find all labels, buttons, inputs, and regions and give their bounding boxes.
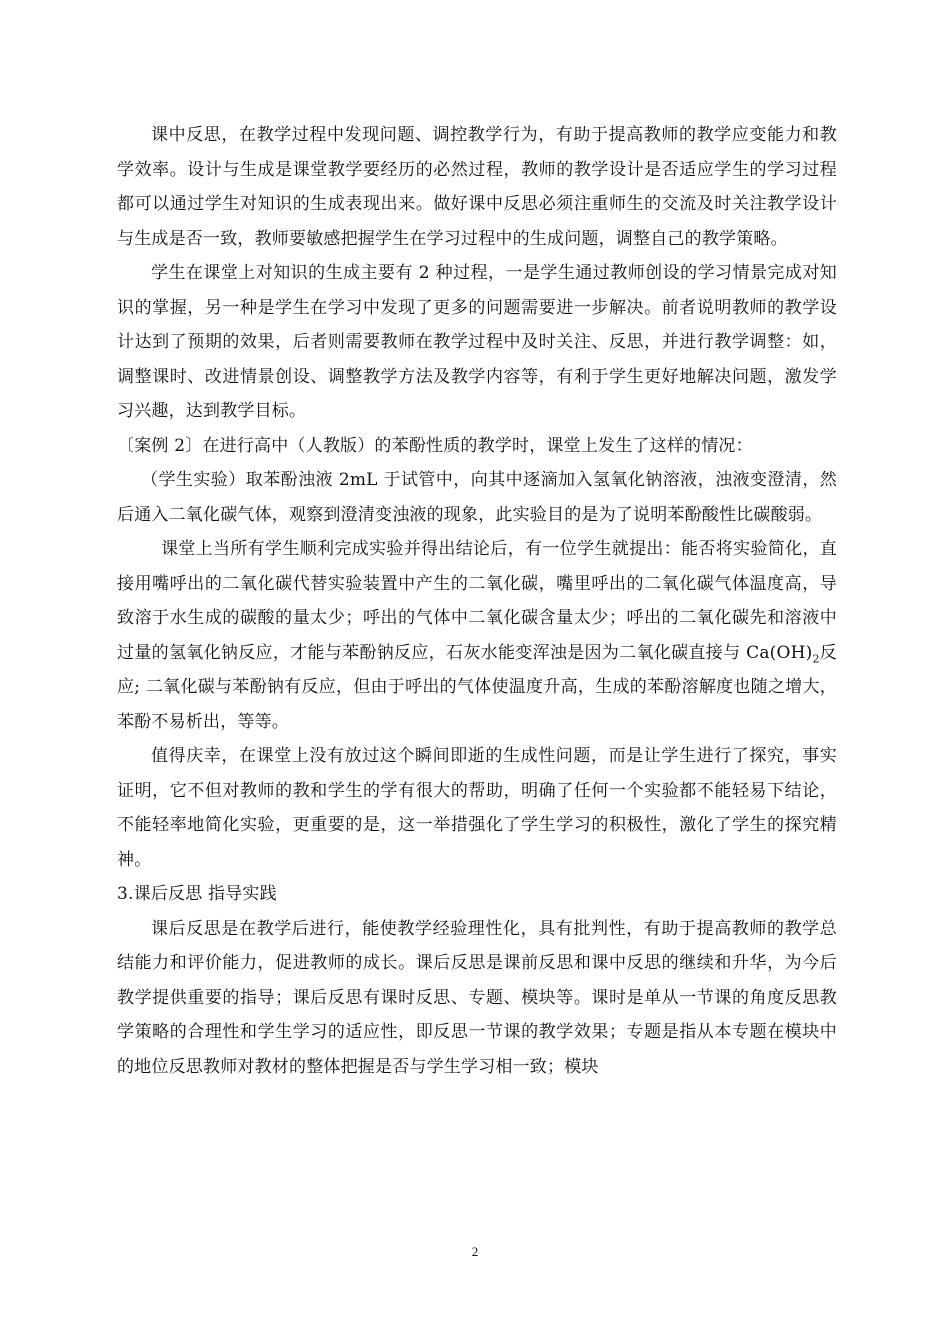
page-number: 2 — [471, 1244, 479, 1259]
paragraph-student-question-text: 课堂上当所有学生顺利完成实验并得出结论后，有一位学生就提出：能否将实验简化，直接用嘴呼出的二氧化碳代替实验装置中产生的二氧化碳，嘴里呼出的二氧化碳气体温度高，导致溶于水生成的碳酸的量太少；呼出的气体中二氧化碳含量太少；呼出的二氧化碳先和溶液中过量的氢氧化钠反应，才能与苯酚钠反应，石灰水能变浑浊是因为二氧化碳直接与 Ca(OH) — [117, 539, 837, 663]
section-heading-post-class-reflection: 3.课后反思 指导实践 — [117, 884, 277, 904]
paragraph-fortunate: 值得庆幸，在课堂上没有放过这个瞬间即逝的生成性问题，而是让学生进行了探究，事实证明，它不但对教师的教和学生的学有很大的帮助，明确了任何一个实验都不能轻易下结论，不能轻率地简化实验，更重要的是，这一举措强化了学生学习的积极性，激化了学生的探究精神。 — [117, 746, 837, 870]
subscript-2: 2 — [812, 651, 820, 665]
paragraph-knowledge-generation: 学生在课堂上对知识的生成主要有 2 种过程，一是学生通过教师创设的学习情景完成对知识的掌握，另一种是学生在学习中发现了更多的问题需要进一步解决。前者说明教师的教学设计达到了预期的效果，后者则需要教师在教学过程中及时关注、反思，并进行教学调整：如，调整课时、改进情景创设、调整教学方法及教学内容等，有利于学生更好地解决问题，激发学习兴趣，达到教学目标。 — [117, 263, 837, 421]
paragraph-in-class-reflection: 课中反思，在教学过程中发现问题、调控教学行为，有助于提高教师的教学应变能力和教学效率。设计与生成是课堂教学要经历的必然过程，教师的教学设计是否适应学生的学习过程都可以通过学生对知识的生成表现出来。做好课中反思必须注重师生的交流及时关注教学设计与生成是否一致，教师要敏感把握学生在学习过程中的生成问题，调整自己的教学策略。 — [117, 125, 837, 249]
paragraph-post-class-reflection: 课后反思是在教学后进行，能使教学经验理性化，具有批判性，有助于提高教师的教学总结能力和评价能力，促进教师的成长。课后反思是课前反思和课中反思的继续和升华，为今后教学提供重要的指导；课后反思有课时反思、专题、模块等。课时是单从一节课的角度反思教学策略的合理性和学生学习的适应性，即反思一节课的教学效果；专题是指从本专题在模块中的地位反思教师对教材的整体把握是否与学生学习相一致；模块 — [117, 918, 837, 1077]
document-body — [117, 118, 837, 1084]
paragraph-student-experiment: （学生实验）取苯酚浊液 2mL 于试管中，向其中逐滴加入氢氧化钠溶液，浊液变澄清，然后通入二氧化碳气体，观察到澄清变浊液的现象，此实验目的是为了说明苯酚酸性比碳酸弱。 — [117, 470, 837, 525]
paragraph-case-2-heading: 〔案例 2〕在进行高中（人教版）的苯酚性质的教学时，课堂上发生了这样的情况： — [117, 435, 753, 456]
paragraph-student-question-text-end: 反应; 二氧化碳与苯酚钠有反应，但由于呼出的气体使温度升高，生成的苯酚溶解度也随之增大，苯酚不易析出，等等。 — [117, 642, 838, 732]
paragraph-student-question — [117, 532, 837, 739]
